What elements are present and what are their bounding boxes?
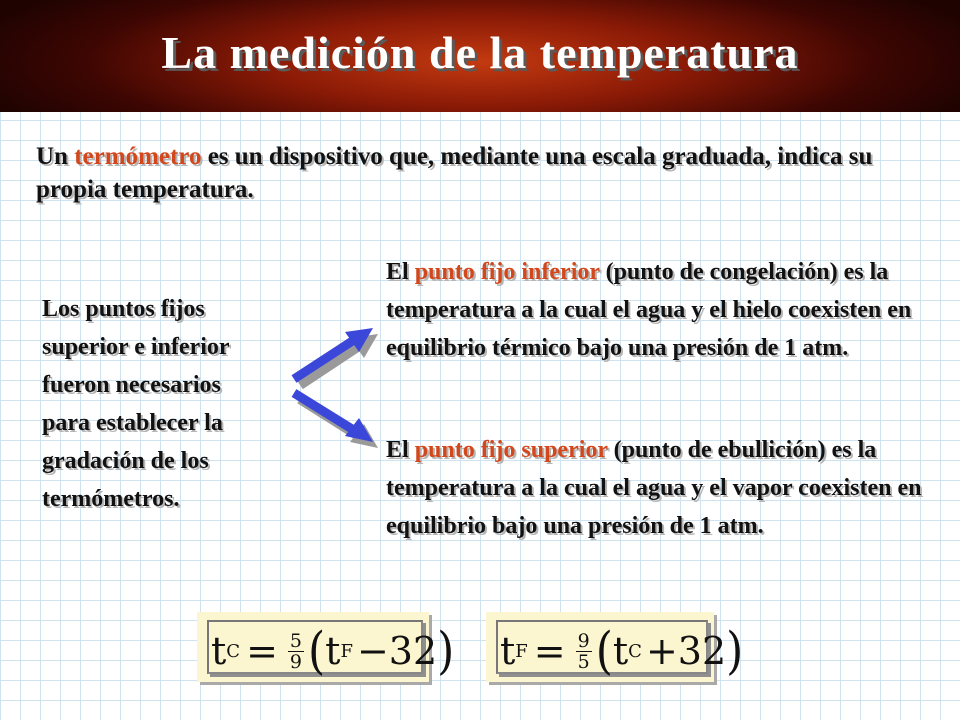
fahrenheit-formula <box>500 621 744 681</box>
lower-point-highlight: punto fijo inferior <box>414 259 600 285</box>
formula-fraction <box>288 631 304 672</box>
upper-point-highlight: punto fijo superior <box>414 437 608 463</box>
lower-fixed-point-paragraph <box>386 253 946 367</box>
formula-variable: t <box>612 629 629 673</box>
fixed-points-line: fueron necesarios <box>42 372 221 398</box>
formula-variable: t <box>325 629 341 673</box>
formula-variable-subscript: C <box>628 640 642 662</box>
formula-left-paren: ( <box>308 621 326 681</box>
formula-left-paren: ( <box>595 621 613 681</box>
fraction-denominator: 5 <box>577 650 590 673</box>
formula-lhs: t <box>500 629 516 673</box>
upper-fixed-point-paragraph <box>386 431 946 545</box>
branch-arrows <box>280 318 390 448</box>
fraction-denominator: 9 <box>289 650 302 673</box>
intro-highlight-term: termómetro <box>74 143 202 170</box>
formula-variable-subscript: F <box>340 640 353 662</box>
formula-equals: = <box>246 629 278 673</box>
arrow-up-shadow <box>300 334 378 385</box>
lower-point-text-end: (punto de congelación) es la temperatura a la cual el agua y el hielo coexisten en equilibrio térmico bajo una presión de 1 atm. <box>386 259 912 361</box>
fraction-numerator: 9 <box>577 629 590 652</box>
upper-point-text-end: (punto de ebullición) es la temperatura a la cual el agua y el vapor coexisten en equilibrio bajo una presión de 1 atm. <box>386 437 922 539</box>
formula-operation: −32 <box>356 629 438 673</box>
fahrenheit-formula-box <box>486 612 744 682</box>
fixed-points-line: gradación de los <box>42 448 209 474</box>
lower-point-text-start: El <box>386 259 415 285</box>
formula-lhs: t <box>211 629 227 673</box>
celsius-formula-box <box>197 612 455 682</box>
formula-lhs-subscript: F <box>515 640 528 662</box>
formula-equals: = <box>533 629 566 673</box>
formula-operation: +32 <box>645 629 727 673</box>
fixed-points-line: superior e inferior <box>42 334 230 360</box>
formula-right-paren: ) <box>437 621 455 681</box>
formula-fraction <box>576 631 592 672</box>
formula-right-paren: ) <box>726 621 744 681</box>
intro-paragraph <box>36 140 916 206</box>
fraction-numerator: 5 <box>289 629 302 652</box>
fixed-points-line: para establecer la <box>42 410 223 436</box>
arrow-down-icon <box>294 393 373 442</box>
upper-point-text-start: El <box>386 437 415 463</box>
intro-text-end: es un dispositivo que, mediante una escala graduada, indica su propia temperatura. <box>36 143 873 203</box>
fixed-points-line: Los puntos fijos <box>42 296 205 322</box>
slide-title: La medición de la temperatura <box>161 27 799 78</box>
celsius-formula <box>211 621 455 681</box>
intro-text-start: Un <box>36 143 75 170</box>
formula-lhs-subscript: C <box>226 640 241 662</box>
fixed-points-line: termómetros. <box>42 486 180 512</box>
